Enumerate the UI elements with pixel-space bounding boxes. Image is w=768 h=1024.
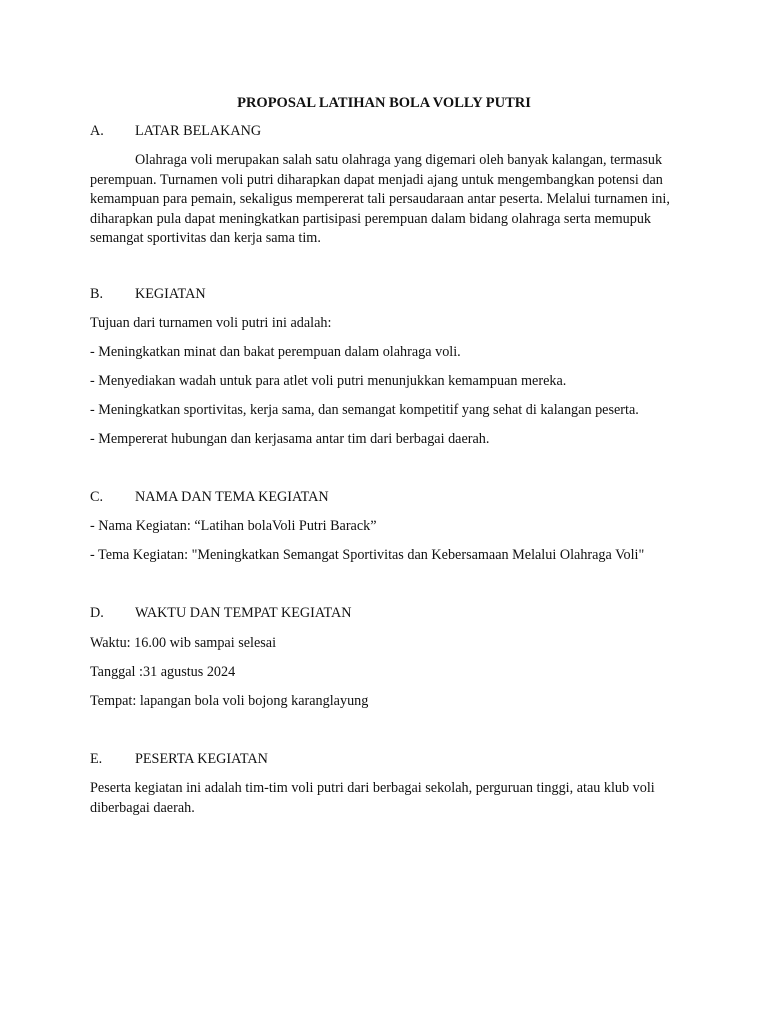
section-b-title: KEGIATAN — [135, 286, 206, 302]
section-b-item: - Menyediakan wadah untuk para atlet voli putri menunjukkan kemampuan mereka. — [90, 373, 567, 389]
section-c-heading — [90, 488, 670, 508]
section-a-heading — [90, 122, 670, 142]
section-e-letter: E. — [90, 751, 103, 767]
section-b-letter: B. — [90, 286, 104, 302]
section-c-letter: C. — [90, 489, 104, 505]
section-b-item: - Meningkatkan minat dan bakat perempuan dalam olahraga voli. — [90, 344, 461, 360]
section-e-paragraph: Peserta kegiatan ini adalah tim-tim voli putri dari berbagai sekolah, perguruan tinggi, atau klub voli diberbagai daerah. — [90, 780, 655, 816]
section-e-title: PESERTA KEGIATAN — [135, 751, 268, 767]
section-d-item: Waktu: 16.00 wib sampai selesai — [90, 635, 277, 651]
section-c-title: NAMA DAN TEMA KEGIATAN — [135, 489, 329, 505]
section-d-item: Tempat: lapangan bola voli bojong karanglayung — [90, 693, 369, 709]
section-d-item: Tanggal :31 agustus 2024 — [90, 664, 236, 680]
section-a-letter: A. — [90, 123, 104, 139]
document-title: PROPOSAL LATIHAN BOLA VOLLY PUTRI — [237, 95, 531, 111]
section-b-item: - Meningkatkan sportivitas, kerja sama, dan semangat kompetitif yang sehat di kalangan peserta. — [90, 402, 639, 418]
section-b-intro: Tujuan dari turnamen voli putri ini adalah: — [90, 315, 332, 331]
section-b-item: - Mempererat hubungan dan kerjasama antar tim dari berbagai daerah. — [90, 431, 490, 447]
section-d-letter: D. — [90, 605, 104, 621]
section-d-title: WAKTU DAN TEMPAT KEGIATAN — [135, 605, 352, 621]
section-b-heading — [90, 285, 670, 305]
section-c-item: - Nama Kegiatan: “Latihan bolaVoli Putri Barack” — [90, 518, 377, 534]
section-e-heading — [90, 750, 670, 770]
section-a-title: LATAR BELAKANG — [135, 123, 262, 139]
section-d-heading — [90, 604, 670, 624]
section-c-item: - Tema Kegiatan: "Meningkatkan Semangat Sportivitas dan Kebersamaan Melalui Olahraga Voli" — [90, 547, 645, 563]
section-a-paragraph: Olahraga voli merupakan salah satu olahraga yang digemari oleh banyak kalangan, termasuk perempuan. Turnamen voli putri diharapkan dapat menjadi ajang untuk mengembangkan potensi dan kemampuan para pemain, sekaligus mempererat tali persaudaraan antar peserta. Melalui turnamen ini, diharapkan pula dapat meningkatkan partisipasi perempuan dalam bidang olahraga serta memupuk semangat sportivitas dan kerja sama tim. — [90, 152, 670, 246]
